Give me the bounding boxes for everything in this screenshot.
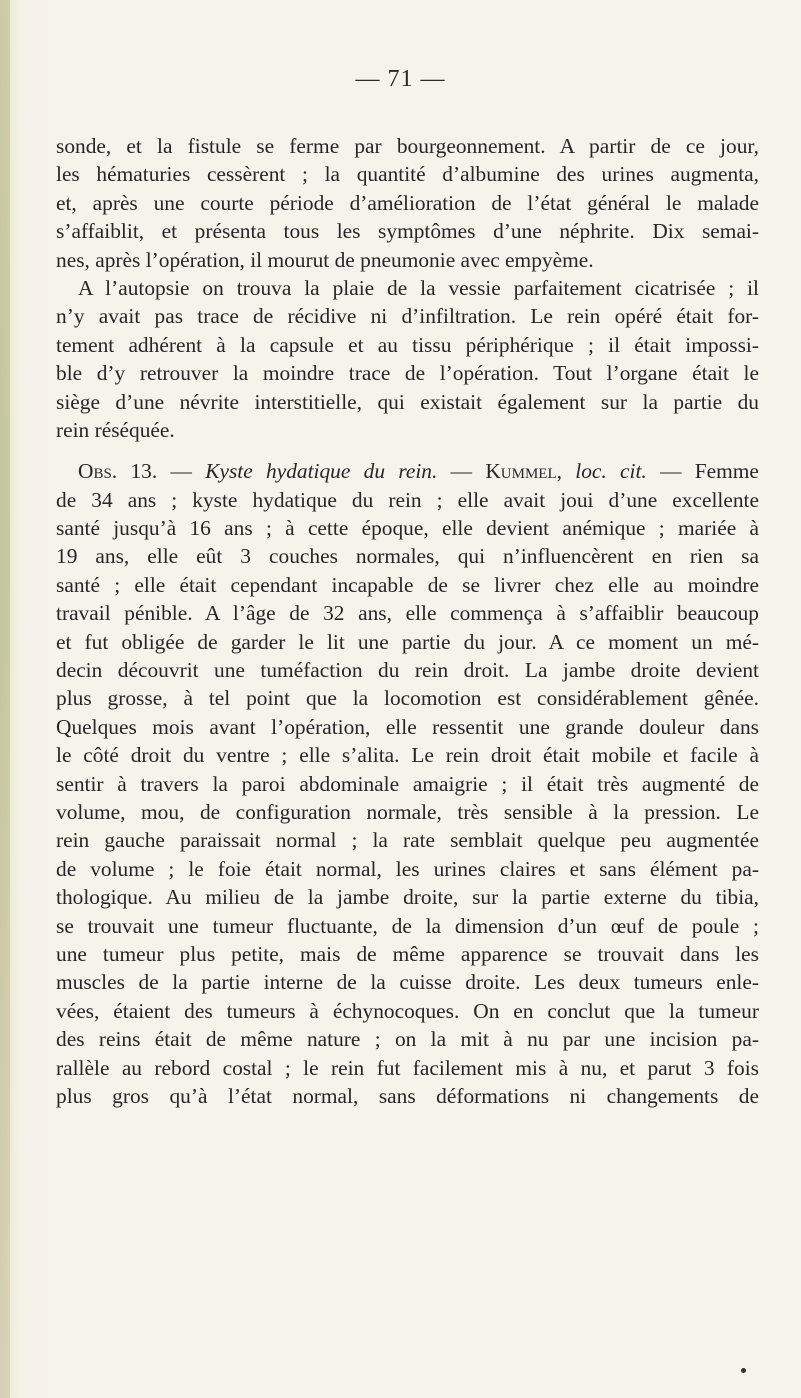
text-line: volume, mou, de configuration normale, très sensible à la pression. Le xyxy=(56,799,759,824)
dash: — xyxy=(660,459,682,484)
text-line: 19 ans, elle eût 3 couches normales, qui n’influencèrent en rien sa xyxy=(56,544,759,569)
text-line: rein gauche paraissait normal ; la rate semblait quelque peu augmentée xyxy=(56,828,759,853)
text-line: des reins était de même nature ; on la mit à nu par une incision pa- xyxy=(56,1027,759,1052)
text-line: et fut obligée de garder le lit une partie du jour. A ce moment un mé- xyxy=(56,629,759,654)
text-line: A l’autopsie on trouva la plaie de la vessie parfaitement cicatrisée ; il xyxy=(78,275,759,300)
text-line: travail pénible. A l’âge de 32 ans, elle commença à s’affaiblir beaucoup xyxy=(56,601,759,626)
text-line: n’y avait pas trace de récidive ni d’infiltration. Le rein opéré était for- xyxy=(56,304,759,329)
text-line: tement adhérent à la capsule et au tissu périphérique ; il était impossi- xyxy=(56,332,759,357)
text-line: rallèle au rebord costal ; le rein fut facilement mis à nu, et parut 3 fois xyxy=(56,1055,759,1080)
text-line: et, après une courte période d’amélioration de l’état général le malade xyxy=(56,190,759,215)
page-edge-shadow xyxy=(0,0,10,1398)
obs-number: 13. xyxy=(130,459,158,484)
text-line: decin découvrit une tuméfaction du rein droit. La jambe droite devient xyxy=(56,658,759,683)
first-word: Femme xyxy=(694,459,759,484)
text-line: s’affaiblit, et présenta tous les symptômes d’une néphrite. Dix semai- xyxy=(56,219,759,244)
reference: loc. cit. xyxy=(575,459,647,484)
text-line: thologique. Au milieu de la jambe droite, sur la partie externe du tibia, xyxy=(56,885,759,910)
dash: — xyxy=(170,459,192,484)
text-line: sonde, et la fistule se ferme par bourgeonnement. A partir de ce jour, xyxy=(56,134,759,158)
text-line: une tumeur plus petite, mais de même apparence se trouvait dans les xyxy=(56,941,759,966)
text-line: le côté droit du ventre ; elle s’alita. Le rein droit était mobile et facile à xyxy=(56,743,759,768)
text-line: vées, étaient des tumeurs à échynocoques. On en conclut que la tumeur xyxy=(56,998,759,1023)
page-number: — 71 — xyxy=(355,66,446,92)
paragraph-1 xyxy=(56,132,759,274)
observation-heading-line xyxy=(56,457,759,485)
text-line: plus grosse, à tel point que la locomotion est considérablement gênée. xyxy=(56,686,759,711)
text-line: les hématuries cessèrent ; la quantité d’albumine des urines augmenta, xyxy=(56,162,759,187)
text-line: ble d’y retrouver la moindre trace de l’opération. Tout l’organe était le xyxy=(56,361,759,386)
text-line: Quelques mois avant l’opération, elle ressentit une grande douleur dans xyxy=(56,714,759,739)
text-line: de 34 ans ; kyste hydatique du rein ; elle avait joui d’une excellente xyxy=(56,487,759,512)
text-line: muscles de la partie interne de la cuisse droite. Les deux tumeurs enle- xyxy=(56,970,759,995)
dash: — xyxy=(450,459,473,484)
observation-13 xyxy=(56,457,759,1110)
text-line: se trouvait une tumeur fluctuante, de la dimension d’un œuf de poule ; xyxy=(56,913,759,938)
body-text xyxy=(56,132,759,1110)
observation-title: Kyste hydatique du rein. xyxy=(205,459,438,484)
ink-dot xyxy=(741,1368,746,1373)
text-line: sentir à travers la paroi abdominale amaigrie ; il était très augmenté de xyxy=(56,771,759,796)
text-line: de volume ; le foie était normal, les urines claires et sans élément pa- xyxy=(56,856,759,881)
text-line: plus gros qu’à l’état normal, sans déformations ni changements de xyxy=(56,1083,759,1108)
text-line: siège d’une névrite interstitielle, qui existait également sur la partie du xyxy=(56,389,759,414)
text-line: nes, après l’opération, il mourut de pneumonie avec empyème. xyxy=(56,247,594,272)
text-line: santé jusqu’à 16 ans ; à cette époque, elle devient anémique ; mariée à xyxy=(56,516,759,541)
paragraph-2 xyxy=(56,274,759,444)
text-line: santé ; elle était cependant incapable de se livrer chez elle au moindre xyxy=(56,572,759,597)
obs-label: Obs. xyxy=(78,459,118,484)
author-name: Kummel, xyxy=(485,459,562,484)
text-line: rein réséquée. xyxy=(56,417,175,442)
